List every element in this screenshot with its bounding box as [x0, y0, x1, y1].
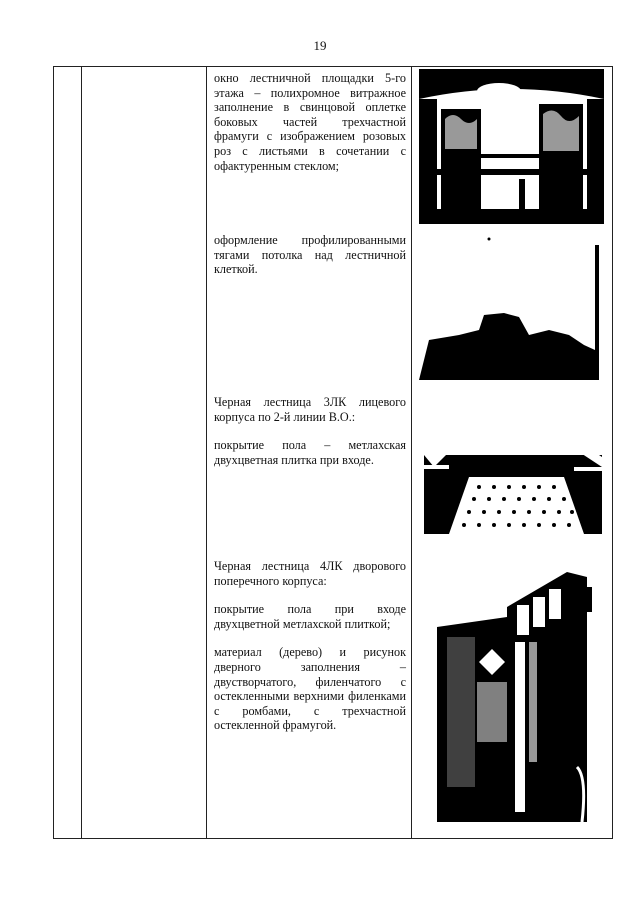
column-divider [81, 67, 82, 838]
description-paragraph: покрытие пола при входе двухцветной метлахской плиткой; [214, 602, 406, 631]
row-3-text [214, 395, 406, 481]
stained-glass-window-photo [419, 69, 604, 224]
section-heading: Черная лестница 3ЛК лицевого корпуса по 2-й линии В.О.: [214, 395, 406, 424]
tile-floor-photo [424, 437, 602, 534]
row-4-text [214, 559, 406, 747]
row-2-text [214, 233, 406, 291]
description-paragraph: материал (дерево) и рисунок дверного заполнения – двустворчатого, филенчатого с остекленными верхними филенками с ромбами, с трехчастной остекленной фрамугой. [214, 645, 406, 733]
page-number: 19 [313, 38, 327, 53]
description-paragraph: окно лестничной площадки 5-го этажа – полихромное витражное заполнение в свинцовой оплетке боковых частей трехчастной фрамуги с изображением розовых роз с листьями в сочетании с офактуренным стеклом; [214, 71, 406, 173]
column-divider [206, 67, 207, 838]
description-paragraph: покрытие пола – метлахская двухцветная плитка при входе. [214, 438, 406, 467]
wooden-door-photo [437, 567, 597, 822]
ceiling-molding-photo [419, 235, 604, 380]
heritage-table [53, 66, 613, 839]
row-1-text [214, 71, 406, 187]
column-divider [411, 67, 412, 838]
section-heading: Черная лестница 4ЛК дворового поперечного корпуса: [214, 559, 406, 588]
description-paragraph: оформление профилированными тягами потолка над лестничной клеткой. [214, 233, 406, 277]
